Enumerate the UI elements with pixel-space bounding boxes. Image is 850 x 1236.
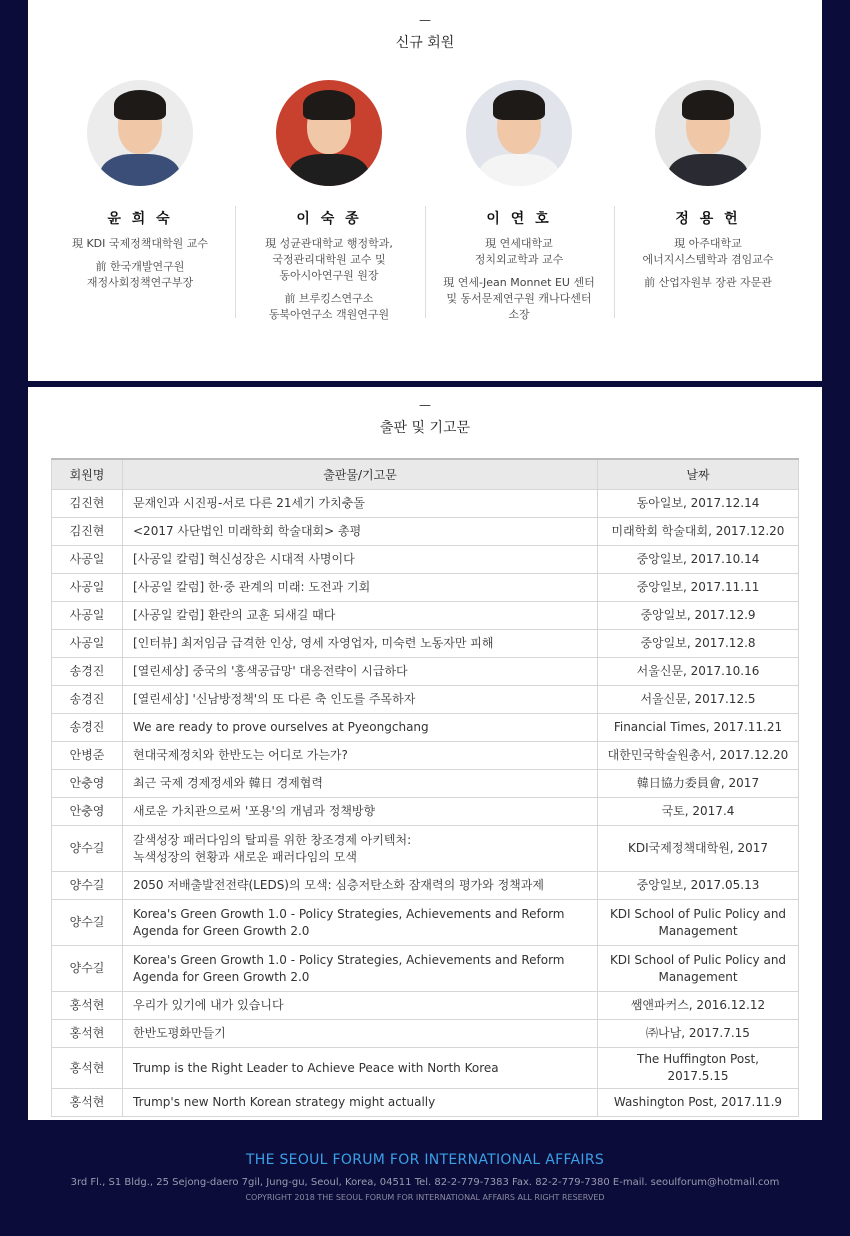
row-date: 중앙일보, 2017.11.11 xyxy=(598,574,799,602)
row-member: 송경진 xyxy=(52,686,123,714)
row-date: 국토, 2017.4 xyxy=(598,798,799,826)
row-date: KDI국제정책대학원, 2017 xyxy=(598,826,799,872)
footer-address: 3rd Fl., S1 Bldg., 25 Sejong-daero 7gil, Jung-gu, Seoul, Korea, 04511 Tel. 82-2-779-7383 Fax. 82-2-779-7380 E-mail. seoulforum@hotmail.com xyxy=(70,1177,780,1188)
table-row xyxy=(52,518,799,546)
new-members-panel xyxy=(28,0,822,381)
row-date: Washington Post, 2017.11.9 xyxy=(598,1089,799,1117)
footer-copyright: COPYRIGHT 2018 THE SEOUL FORUM FOR INTERNATIONAL AFFAIRS ALL RIGHT RESERVED xyxy=(245,1193,605,1202)
table-row xyxy=(52,1089,799,1117)
table-row xyxy=(52,546,799,574)
row-member: 양수길 xyxy=(52,872,123,900)
row-title: 문재인과 시진핑-서로 다른 21세기 가치충돌 xyxy=(123,490,598,518)
table-row xyxy=(52,826,799,872)
publications-table xyxy=(51,458,799,1117)
row-title: 새로운 가치관으로써 '포용'의 개념과 정책방향 xyxy=(123,798,598,826)
row-title: [열린세상] 중국의 '홍색공급망' 대응전략이 시급하다 xyxy=(123,658,598,686)
row-date: 韓日協力委員會, 2017 xyxy=(598,770,799,798)
avatar xyxy=(466,80,572,186)
row-title: Trump is the Right Leader to Achieve Peace with North Korea xyxy=(123,1048,598,1089)
table-row xyxy=(52,686,799,714)
row-member: 김진현 xyxy=(52,490,123,518)
member-name: 이 연 호 xyxy=(486,211,552,227)
avatar xyxy=(655,80,761,186)
row-date: 미래학회 학술대회, 2017.12.20 xyxy=(598,518,799,546)
member-card xyxy=(46,80,234,291)
table-row xyxy=(52,602,799,630)
member-career: 現 연세대학교 정치외교학과 교수 現 연세-Jean Monnet EU 센터 및 동서문제연구원 캐나다센터 소장 xyxy=(443,237,595,321)
member-card xyxy=(235,80,423,323)
row-member: 홍석현 xyxy=(52,1089,123,1117)
row-title: [인터뷰] 최저임금 급격한 인상, 영세 자영업자, 미숙련 노동자만 피해 xyxy=(123,630,598,658)
table-row xyxy=(52,630,799,658)
row-title: [사공일 칼럼] 한·중 관계의 미래: 도전과 기회 xyxy=(123,574,598,602)
member-career: 現 아주대학교 에너지시스템학과 겸임교수 前 산업자원부 장관 자문관 xyxy=(642,237,774,289)
row-date: KDI School of Pulic Policy and Management xyxy=(598,900,799,946)
row-title: 갈색성장 패러다임의 탈피를 위한 창조경제 아키텍처: 녹색성장의 현황과 새로운 패러다임의 모색 xyxy=(123,826,598,872)
avatar xyxy=(87,80,193,186)
section-title-publications: 출판 및 기고문 xyxy=(379,420,471,436)
member-name: 이 숙 종 xyxy=(296,211,362,227)
row-date: The Huffington Post, 2017.5.15 xyxy=(598,1048,799,1089)
row-member: 사공일 xyxy=(52,602,123,630)
row-date: KDI School of Pulic Policy and Management xyxy=(598,946,799,992)
row-title: 우리가 있기에 내가 있습니다 xyxy=(123,992,598,1020)
row-date: 동아일보, 2017.12.14 xyxy=(598,490,799,518)
row-member: 사공일 xyxy=(52,546,123,574)
table-row xyxy=(52,872,799,900)
row-title: 최근 국제 경제정세와 韓日 경제협력 xyxy=(123,770,598,798)
table-header-row xyxy=(52,459,799,490)
table-row xyxy=(52,574,799,602)
header-title: 출판물/기고문 xyxy=(123,459,598,490)
row-date: 중앙일보, 2017.12.8 xyxy=(598,630,799,658)
table-row xyxy=(52,658,799,686)
member-name: 윤 희 숙 xyxy=(107,211,173,227)
table-row xyxy=(52,742,799,770)
row-title: [사공일 칼럼] 환란의 교훈 되새길 때다 xyxy=(123,602,598,630)
member-career: 現 KDI 국제정책대학원 교수 前 한국개발연구원 재정사회정책연구부장 xyxy=(71,237,209,289)
row-title: 2050 저배출발전전략(LEDS)의 모색: 심층저탄소화 잠재력의 평가와 정책과제 xyxy=(123,872,598,900)
table-row xyxy=(52,992,799,1020)
row-member: 사공일 xyxy=(52,630,123,658)
row-title: [열린세상] '신남방정책'의 또 다른 축 인도를 주목하자 xyxy=(123,686,598,714)
row-date: ㈜나남, 2017.7.15 xyxy=(598,1020,799,1048)
row-date: 중앙일보, 2017.10.14 xyxy=(598,546,799,574)
header-date: 날짜 xyxy=(598,459,799,490)
row-title: Korea's Green Growth 1.0 - Policy Strategies, Achievements and Reform Agenda for Green Growth 2.0 xyxy=(123,900,598,946)
section-dash: — xyxy=(419,13,431,27)
row-title: 한반도평화만들기 xyxy=(123,1020,598,1048)
row-title: <2017 사단법인 미래학회 학술대회> 총평 xyxy=(123,518,598,546)
avatar xyxy=(276,80,382,186)
table-body xyxy=(52,490,799,1117)
table-row xyxy=(52,798,799,826)
member-card xyxy=(614,80,802,291)
table-row xyxy=(52,490,799,518)
row-member: 김진현 xyxy=(52,518,123,546)
section-title-members: 신규 회원 xyxy=(395,35,455,51)
row-date: 중앙일보, 2017.12.9 xyxy=(598,602,799,630)
member-name: 정 용 헌 xyxy=(675,211,741,227)
row-member: 홍석현 xyxy=(52,992,123,1020)
member-card xyxy=(425,80,613,323)
row-member: 송경진 xyxy=(52,714,123,742)
row-date: 대한민국학술원총서, 2017.12.20 xyxy=(598,742,799,770)
row-date: 쌤앤파커스, 2016.12.12 xyxy=(598,992,799,1020)
row-title: Korea's Green Growth 1.0 - Policy Strategies, Achievements and Reform Agenda for Green Growth 2.0 xyxy=(123,946,598,992)
table-row xyxy=(52,946,799,992)
publications-panel xyxy=(28,387,822,1120)
header-member: 회원명 xyxy=(52,459,123,490)
row-member: 홍석현 xyxy=(52,1020,123,1048)
row-member: 양수길 xyxy=(52,826,123,872)
table-row xyxy=(52,714,799,742)
table-row xyxy=(52,1020,799,1048)
row-member: 안병준 xyxy=(52,742,123,770)
row-date: 서울신문, 2017.10.16 xyxy=(598,658,799,686)
row-member: 송경진 xyxy=(52,658,123,686)
row-member: 사공일 xyxy=(52,574,123,602)
row-member: 홍석현 xyxy=(52,1048,123,1089)
row-date: 서울신문, 2017.12.5 xyxy=(598,686,799,714)
member-career: 現 성균관대학교 행정학과, 국정관리대학원 교수 및 동아시아연구원 원장 前 브루킹스연구소 동북아연구소 객원연구원 xyxy=(265,237,393,321)
row-title: [사공일 칼럼] 혁신성장은 시대적 사명이다 xyxy=(123,546,598,574)
row-date: 중앙일보, 2017.05.13 xyxy=(598,872,799,900)
section-dash: — xyxy=(419,398,431,412)
row-title: We are ready to prove ourselves at Pyeongchang xyxy=(123,714,598,742)
table-row xyxy=(52,900,799,946)
row-title: 현대국제정치와 한반도는 어디로 가는가? xyxy=(123,742,598,770)
row-date: Financial Times, 2017.11.21 xyxy=(598,714,799,742)
row-member: 안충영 xyxy=(52,770,123,798)
table-row xyxy=(52,770,799,798)
row-member: 양수길 xyxy=(52,900,123,946)
footer-title: THE SEOUL FORUM FOR INTERNATIONAL AFFAIRS xyxy=(245,1152,605,1168)
row-member: 양수길 xyxy=(52,946,123,992)
row-member: 안충영 xyxy=(52,798,123,826)
row-title: Trump's new North Korean strategy might actually xyxy=(123,1089,598,1117)
table-row xyxy=(52,1048,799,1089)
